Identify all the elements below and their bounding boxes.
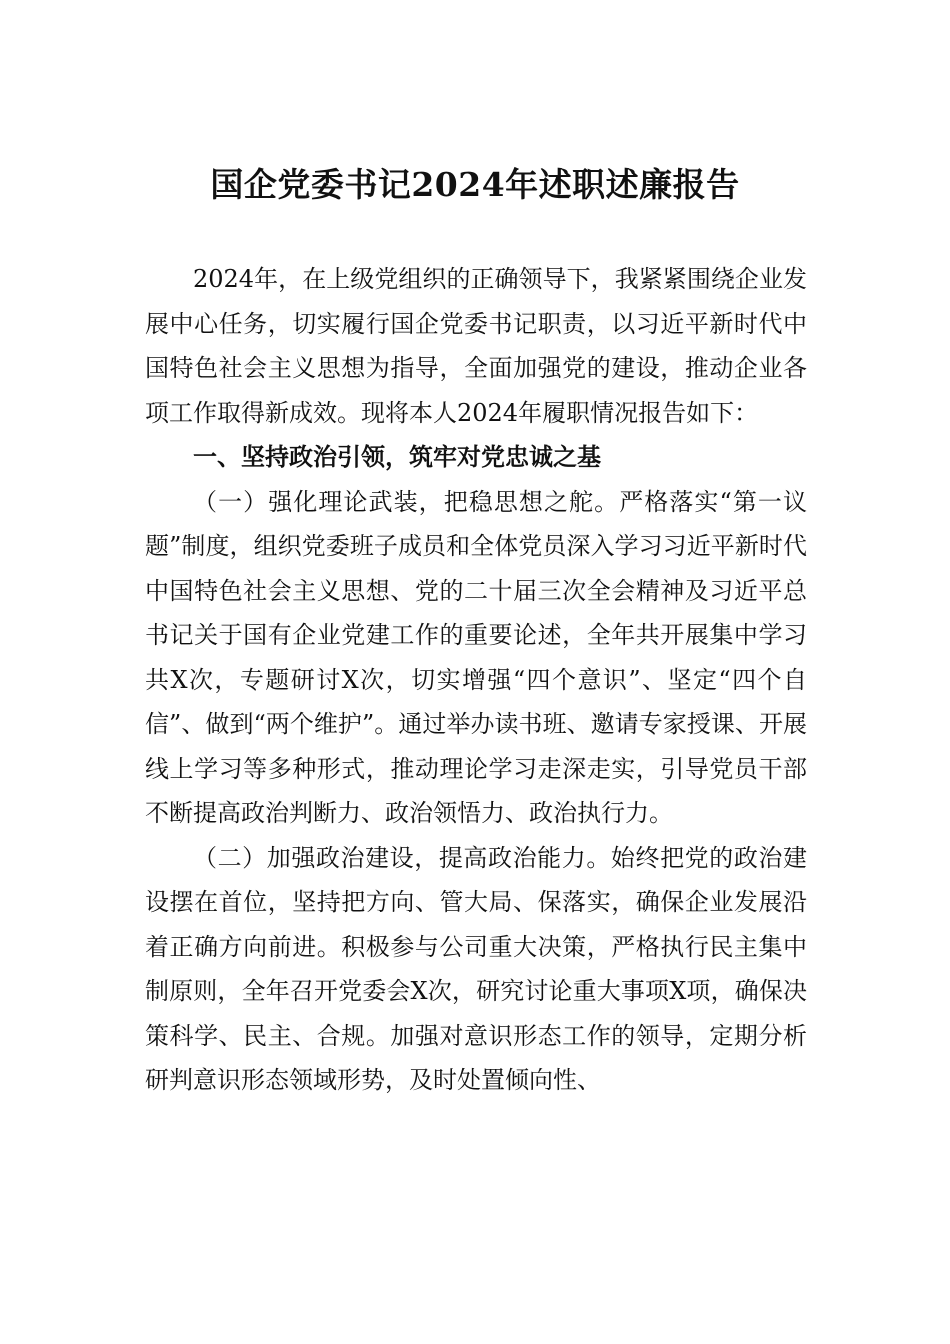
intro-paragraph: 2024年，在上级党组织的正确领导下，我紧紧围绕企业发展中心任务，切实履行国企党委书记职责，以习近平新时代中国特色社会主义思想为指导，全面加强党的建设，推动企业各项工作取得新成效。现将本人2024年履职情况报告如下： bbox=[145, 265, 807, 427]
document-body bbox=[145, 257, 807, 1103]
subsection-1-paragraph bbox=[145, 480, 807, 836]
subsection-1-body: 严格落实“第一议题”制度，组织党委班子成员和全体党员深入学习习近平新时代中国特色社会主义思想、党的二十届三次全会精神及习近平总书记关于国有企业党建工作的重要论述，全年共开展集中学习共X次，专题研讨X次，切实增强“四个意识”、坚定“四个自信”、做到“两个维护”。通过举办读书班、邀请专家授课、开展线上学习等多种形式，推动理论学习走深走实，引导党员干部不断提高政治判断力、政治领悟力、政治执行力。 bbox=[145, 487, 807, 827]
section-heading-1: 一、坚持政治引领，筑牢对党忠诚之基 bbox=[193, 443, 601, 471]
subsection-2-paragraph bbox=[145, 836, 807, 1103]
subsection-2-body: 始终把党的政治建设摆在首位，坚持把方向、管大局、保落实，确保企业发展沿着正确方向前进。积极参与公司重大决策，严格执行民主集中制原则，全年召开党委会X次，研究讨论重大事项X项，确保决策科学、民主、合规。加强对意识形态工作的领导，定期分析研判意识形态领域形势，及时处置倾向性、 bbox=[145, 843, 808, 1094]
document-title: 国企党委书记2024年述职述廉报告 bbox=[210, 165, 740, 204]
subsection-2-lead: （二）加强政治建设，提高政治能力。 bbox=[193, 843, 611, 872]
subsection-1-lead: （一）强化理论武装，把稳思想之舵。 bbox=[193, 487, 620, 516]
